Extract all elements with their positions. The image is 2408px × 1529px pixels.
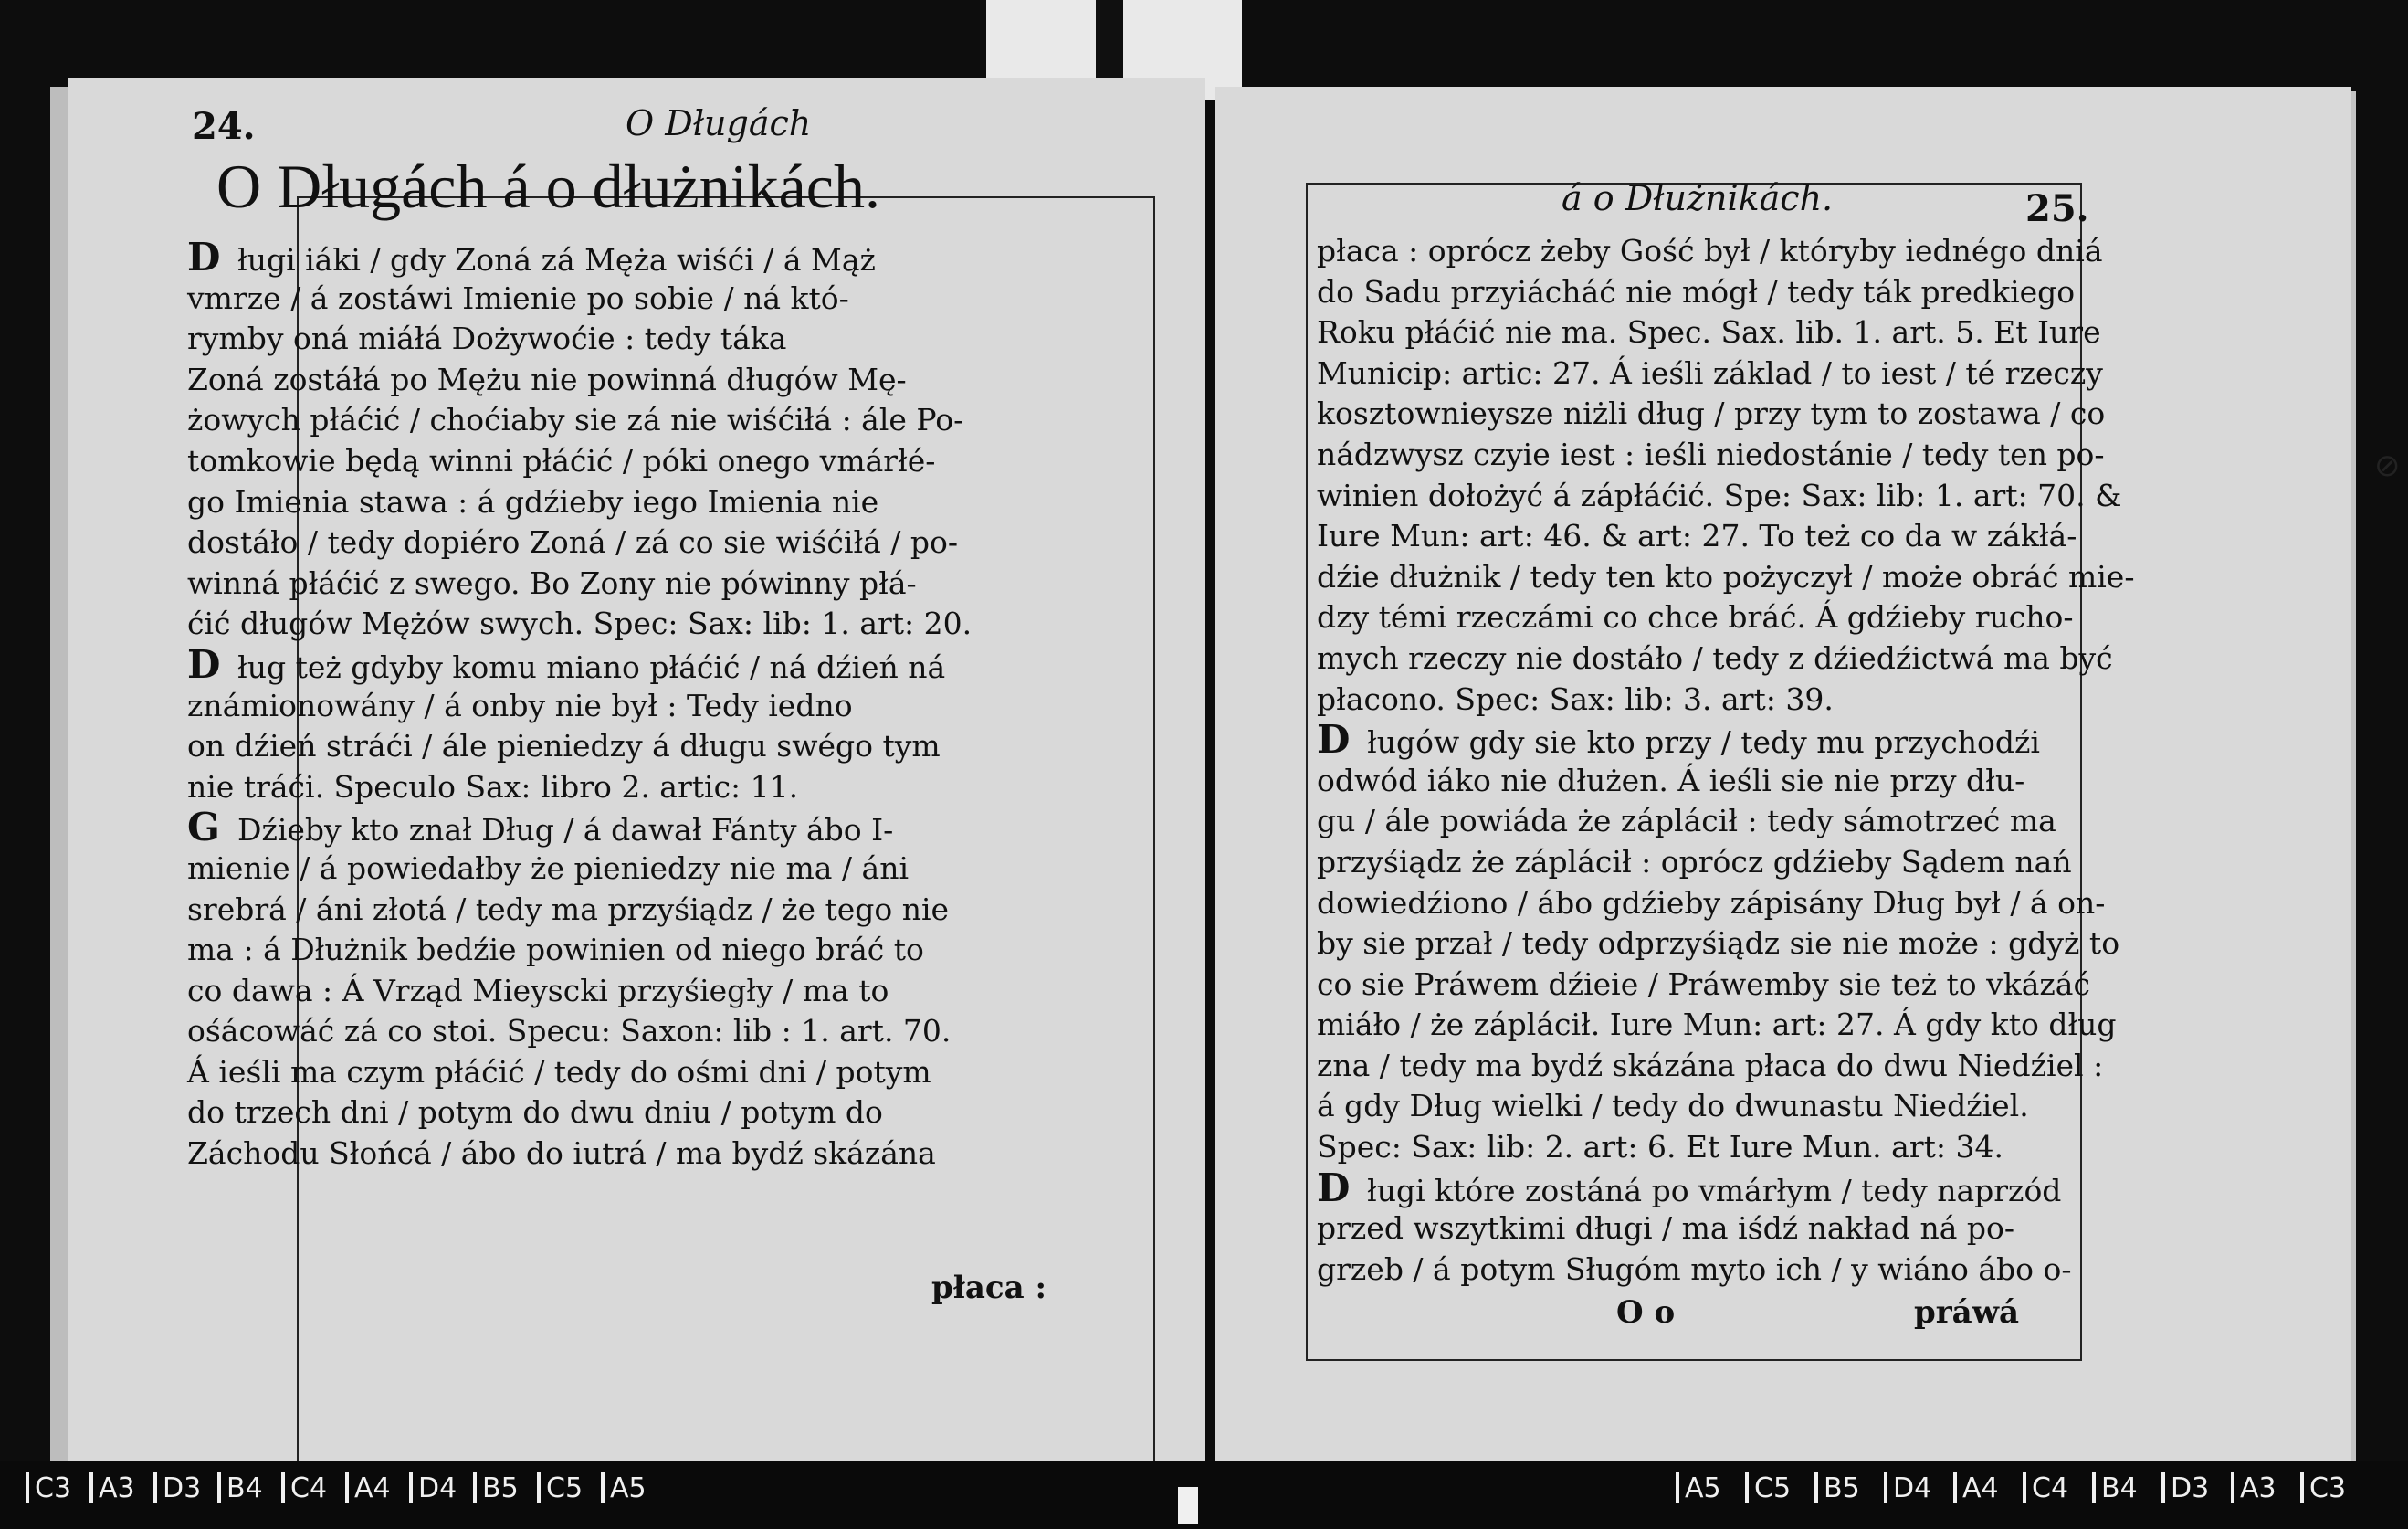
color-bar-tick [2231,1472,2234,1503]
left-running-head: O Długách [626,103,812,143]
text-line-content: mych rzeczy nie dostáło / tedy z dźiedźictwá ma być [1317,639,2113,676]
color-bar-tick [153,1472,157,1503]
text-line-content: ługów gdy sie kto przy / tedy mu przychodźi [1367,724,2040,761]
text-line-content: winná płáćić z swego. Bo Zony nie pówinny płá- [187,564,917,601]
text-line [1317,557,2134,598]
text-line [1317,1086,2134,1127]
left-page [68,78,1205,1480]
text-line-content: nádzwysz czyie iest : ieśli niedostánie / tedy ten po- [1317,436,2105,472]
text-line [1317,717,2134,763]
text-line [187,971,972,1012]
chapter-title: O Długách á o dłużnikách. [216,152,880,221]
text-line-content: á gdy Dług wielki / tedy do dwunastu Niedźiel. [1317,1088,2029,1124]
color-bar-label: A3 [99,1472,135,1504]
color-bar-tick [601,1472,605,1503]
text-line-content: dźie dłużnik / tedy ten kto pożyczył / może obráć mie- [1317,558,2135,595]
color-bar-tick [1953,1472,1957,1503]
color-bar-label: B4 [226,1472,263,1504]
text-line [1317,965,2134,1006]
left-body-text [187,237,972,1175]
text-line-content: grzeb / á potym Sługóm myto ich / y wiáno ábo o- [1317,1250,2072,1287]
color-bar-tick [26,1472,29,1503]
text-line-content: Záchodu Słońcá / ábo do iutrá / ma bydź skázána [187,1135,936,1172]
color-bar-label: B5 [1824,1472,1860,1504]
text-line [187,767,972,808]
right-page [1215,87,2351,1484]
text-line [1317,394,2134,435]
left-catchword: płaca : [931,1270,1047,1306]
color-bar-tick [473,1472,477,1503]
text-line-content: Municip: artic: 27. Á ieśli základ / to iest / té rzeczy [1317,354,2103,391]
text-line [1317,1250,2134,1291]
right-running-head: á o Dłużnikách. [1562,178,1834,218]
text-line [187,890,972,931]
color-bar-tick [2092,1472,2096,1503]
color-bar-label: C5 [1754,1472,1792,1504]
text-line [187,686,972,727]
center-marker [1178,1487,1198,1524]
text-line-content: ma : á Dłużnik bedźie powinien od niego bráć to [187,932,924,968]
text-line [1317,1046,2134,1087]
color-bar-tick [1814,1472,1818,1503]
text-line [1317,1005,2134,1046]
text-line-content: rymby oná miáłá Dożywoćie : tedy táka [187,321,787,357]
color-bar-label: B4 [2101,1472,2138,1504]
color-bar-tick [2161,1472,2165,1503]
text-line [1317,353,2134,395]
text-line [187,641,972,687]
text-line [1317,761,2134,802]
text-line [187,1011,972,1052]
color-bar-tick [345,1472,349,1503]
text-line-content: on dźień stráći / ále pieniedzy á długu swégo tym [187,728,941,764]
color-bar-tick [2023,1472,2026,1503]
text-line-content: przyśiądz że záplácił : oprócz gdźieby Sądem nań [1317,843,2072,880]
text-line [1317,516,2134,557]
color-bar-label: D3 [163,1472,202,1504]
color-bar-tick [537,1472,541,1503]
text-line [1317,842,2134,883]
text-line-content: vmrze / á zostáwi Imienie po sobie / ná któ- [187,279,849,316]
text-line [1317,272,2134,313]
text-line [1317,883,2134,924]
text-line [1317,801,2134,842]
color-bar-label: D4 [1893,1472,1932,1504]
text-line-content: Dźieby kto znał Dług / á dawał Fánty ábo I- [237,812,894,849]
text-line-content: przed wszytkimi długi / ma iśdź nakład ná po- [1317,1210,2015,1247]
text-line-content: zna / tedy ma bydź skázána płaca do dwu Niedźiel : [1317,1047,2104,1083]
color-bar-label: A5 [610,1472,647,1504]
color-bar-label: A5 [1685,1472,1721,1504]
text-line-content: gu / ále powiáda że záplácił : tedy sámotrzeć ma [1317,803,2056,839]
text-line-content: ćić długów Mężów swych. Spec: Sax: lib: 1. art: 20. [187,606,973,642]
color-bar-tick [1884,1472,1887,1503]
text-line-content: co sie Práwem dźieie / Práwemby sie też to vkázáć [1317,965,2090,1002]
drop-cap: G [187,805,220,850]
text-line-content: dowiedźiono / ábo gdźieby zápisány Dług był / á on- [1317,884,2106,921]
color-bar-tick [217,1472,221,1503]
color-bar-tick [409,1472,413,1503]
color-bar-label: C5 [546,1472,584,1504]
color-bar-label: A4 [354,1472,391,1504]
text-line-content: Zoná zostáłá po Mężu nie powinná długów Mę- [187,361,907,397]
color-bar-label: C3 [35,1472,72,1504]
right-body-text [1317,231,2134,1290]
text-line [1317,923,2134,965]
text-line-content: Roku płáćić nie ma. Spec. Sax. lib. 1. art. 5. Et Iure [1317,314,2101,351]
text-line [187,522,972,564]
text-line [187,441,972,482]
text-line [187,564,972,605]
color-bar-label: C3 [2309,1472,2347,1504]
text-line [1317,1127,2134,1168]
text-line [187,849,972,890]
text-line [1317,312,2134,353]
color-bar-label: B5 [482,1472,519,1504]
text-line [187,930,972,971]
text-line [187,726,972,767]
text-line-content: Spec: Sax: lib: 2. art: 6. Et Iure Mun. art: 34. [1317,1129,2003,1165]
text-line [187,237,972,279]
text-line [1317,680,2134,721]
color-bar-label: A3 [2240,1472,2277,1504]
text-line-content: winien dołożyć á zápłáćić. Spe: Sax: lib: 1. art: 70. & [1317,477,2122,513]
text-line [187,1092,972,1134]
text-line [187,360,972,401]
text-line [1317,1165,2134,1210]
text-line-content: srebrá / áni złotá / tedy ma przyśiądz / że tego nie [187,891,950,927]
text-line-content: żowych płáćić / choćiaby sie zá nie wiśćiłá : ále Po- [187,402,964,438]
text-line-content: známionowány / á onby nie był : Tedy iedno [187,687,853,723]
text-line [187,319,972,360]
drop-cap: D [187,641,221,687]
drop-cap: D [1317,1165,1351,1210]
text-line [187,1134,972,1175]
text-line-content: odwód iáko nie dłużen. Á ieśli sie nie przy dłu- [1317,762,2025,798]
text-line-content: go Imienia stawa : á gdźieby iego Imienia nie [187,483,879,520]
drop-cap: D [1317,717,1351,763]
text-line-content: kosztownieysze niżli dług / przy tym to zostawa / co [1317,395,2106,432]
text-line [187,1052,972,1093]
text-line-content: Iure Mun: art: 46. & art: 27. To też co da w zákłá- [1317,518,2077,554]
left-page-number: 24. [192,105,256,148]
color-bar-label: D4 [418,1472,457,1504]
text-line-content: nie tráći. Speculo Sax: libro 2. artic: 11. [187,768,799,805]
text-line-content: miáło / że záplácił. Iure Mun: art: 27. Á gdy kto dług [1317,1007,2117,1043]
color-bar-tick [1676,1472,1679,1503]
text-line [187,400,972,441]
text-line-content: ług też gdyby komu miano płáćić / ná dźień ná [237,649,946,685]
text-line [1317,435,2134,476]
text-line-content: by sie przał / tedy odprzyśiądz sie nie może : gdyż to [1317,925,2120,962]
text-line-content: płaca : oprócz żeby Gość był / któryby iednégo dniá [1317,233,2103,269]
color-bar-label: D3 [2171,1472,2210,1504]
text-line-content: do Sadu przyiácháć nie mógł / tedy ták predkiego [1317,273,2076,310]
text-line [187,807,972,849]
text-line [1317,476,2134,517]
color-bar-tick [1745,1472,1749,1503]
text-line-content: tomkowie będą winni płáćić / póki onego vmárłé- [187,442,936,479]
text-line-content: ośácowáć zá co stoi. Specu: Saxon: lib : 1. art. 70. [187,1013,952,1049]
color-bar-tick [281,1472,285,1503]
text-line-content: do trzech dni / potym do dwu dniu / potym do [187,1094,883,1131]
right-catchword-right: práwá [1914,1294,2020,1331]
text-line-content: dzy témi rzeczámi co chce bráć. Á gdźieby rucho- [1317,599,2074,636]
text-line-content: co dawa : Á Vrząd Mieyscki przyśiegły / ma to [187,972,889,1008]
color-bar-tick [2300,1472,2304,1503]
text-line-content: ługi iáki / gdy Zoná zá Męża wiśći / á Mąż [237,242,876,278]
text-line [1317,597,2134,638]
color-bar-label: C4 [290,1472,328,1504]
text-line [187,604,972,645]
right-catchword-left: O o [1616,1294,1676,1331]
text-line [187,482,972,523]
text-line [1317,638,2134,680]
text-line [1317,1208,2134,1250]
text-line-content: płacono. Spec: Sax: lib: 3. art: 39. [1317,680,1834,717]
right-page-number: 25. [2025,187,2089,230]
color-bar-tick [89,1472,93,1503]
color-bar-label: A4 [1962,1472,1999,1504]
text-line-content: Á ieśli ma czym płáćić / tedy do ośmi dni / potym [187,1053,931,1090]
text-line-content: dostáło / tedy dopiéro Zoná / zá co sie wiśćiłá / po- [187,524,959,561]
drop-cap: D [187,235,221,279]
text-line [1317,231,2134,272]
text-line [187,279,972,320]
color-bar-label: C4 [2032,1472,2069,1504]
text-line-content: mienie / á powiedałby że pieniedzy nie ma / áni [187,849,910,886]
no-entry-icon: ⊘ [2374,448,2401,484]
text-line-content: ługi które zostáná po vmárłym / tedy naprzód [1367,1172,2062,1208]
